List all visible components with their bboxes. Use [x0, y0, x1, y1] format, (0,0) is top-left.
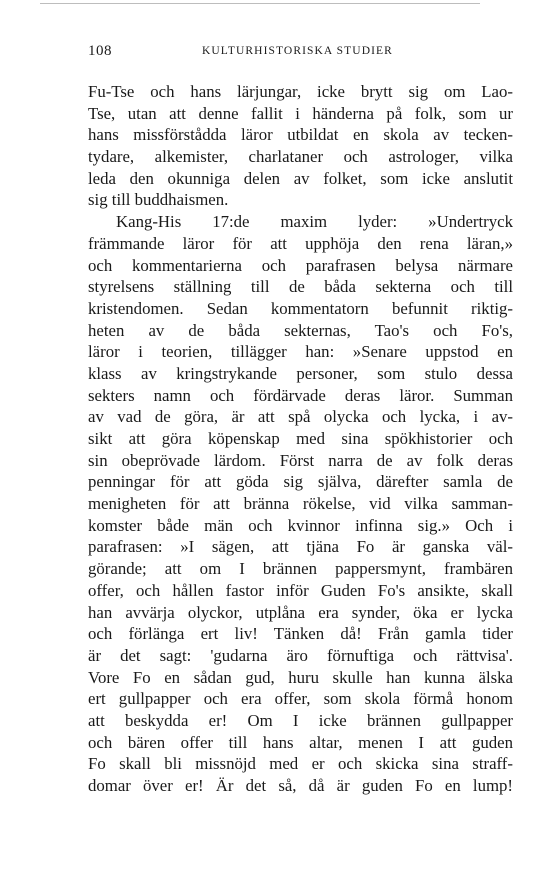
- text-line: främmande läror för att upphöja den rena läran,»: [88, 233, 513, 253]
- text-line: av vad de göra, är att spå olycka och lycka, i av-: [88, 407, 513, 427]
- top-edge-rule: [40, 3, 480, 4]
- body-text: [88, 81, 513, 797]
- text-line: tydare, alkemister, charlataner och astrologer, vilka: [88, 147, 513, 167]
- text-line: hans missförstådda läror utbildat en skola av tecken-: [88, 125, 513, 145]
- text-line: penningar för att göda sig själva, därefter samla de: [88, 472, 513, 492]
- text-line: görande; att om I brännen pappersmynt, frambären: [88, 559, 513, 579]
- text-line: Kang-His 17:de maxim lyder: »Undertryck: [116, 212, 513, 232]
- text-line: komster både män och kvinnor infinna sig.» Och i: [88, 515, 513, 535]
- text-line: styrelsens ställning till de båda sekterna och till: [88, 277, 513, 297]
- page-number: 108: [88, 43, 112, 59]
- running-head: [88, 43, 513, 63]
- text-line: ert gullpapper och era offer, som skola förmå honom: [88, 689, 513, 709]
- text-line: heten av de båda sekternas, Tao's och Fo's,: [88, 320, 513, 340]
- text-line: parafrasen: »I sägen, att tjäna Fo är ganska väl-: [88, 537, 513, 557]
- text-line: Tse, utan att denne fallit i händerna på folk, som ur: [88, 103, 513, 123]
- text-line: Fu-Tse och hans lärjungar, icke brytt sig om Lao-: [88, 82, 513, 101]
- text-line: han avvärja olyckor, utplåna era synder, öka er lycka: [88, 602, 513, 622]
- text-line: Fo skall bli missnöjd med er och skicka sina straff-: [88, 754, 513, 774]
- text-line: läror i teorien, tillägger han: »Senare uppstod en: [88, 342, 513, 362]
- text-line: och kommentarierna och parafrasen belysa närmare: [88, 255, 513, 275]
- text-line: menigheten för att bränna rökelse, vid vilka samman-: [88, 494, 513, 514]
- text-line: domar över er! Är det så, då är guden Fo en lump!: [88, 776, 513, 795]
- text-line: sin obeprövade lärdom. Först narra de av folk deras: [88, 450, 513, 470]
- text-line: sikt att göra köpenskap med sina spökhistorier och: [88, 429, 513, 448]
- text-line: leda den okunniga delen av folket, som icke anslutit: [88, 168, 513, 188]
- running-title: KULTURHISTORISKA STUDIER: [202, 45, 393, 57]
- text-line: sig till buddhaismen.: [88, 190, 229, 210]
- text-line: att beskydda er! Om I icke brännen gullpapper: [88, 710, 513, 730]
- text-line: offer, och hållen fastor inför Guden Fo's ansikte, skall: [88, 580, 513, 600]
- text-line: och bären offer till hans altar, menen I att guden: [88, 732, 513, 752]
- text-line: kristendomen. Sedan kommentatorn befunnit riktig-: [88, 298, 513, 318]
- text-line: klass av kringstrykande personer, som stulo dessa: [88, 363, 513, 383]
- text-line: och förlänga ert liv! Tänken då! Från gamla tider: [88, 624, 513, 644]
- text-line: sekters namn och fördärvade deras läror. Summan: [88, 385, 513, 405]
- text-line: Vore Fo en sådan gud, huru skulle han kunna älska: [88, 667, 513, 687]
- text-line: är det sagt: 'gudarna äro förnuftiga och rättvisa'.: [88, 645, 513, 665]
